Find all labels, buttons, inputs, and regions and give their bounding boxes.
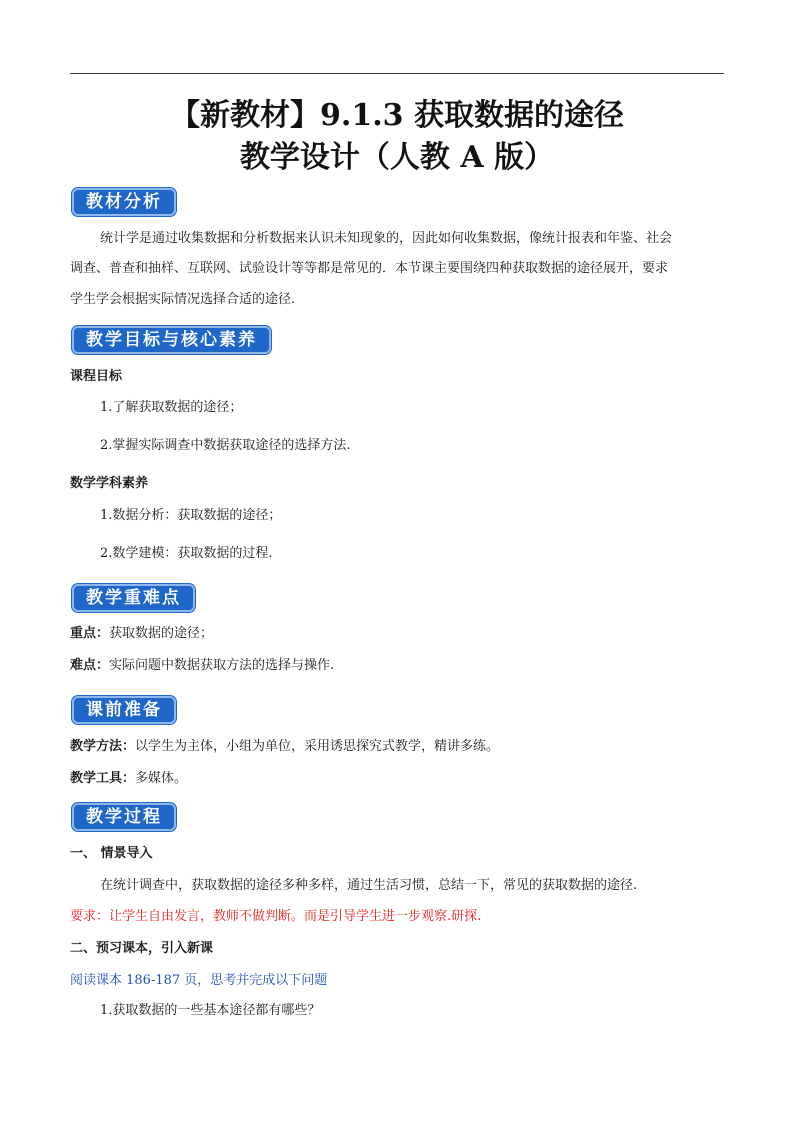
teaching-method-text: 以学生为主体，小组为单位，采用诱思探究式教学，精讲多练。 [135, 739, 500, 754]
analysis-line-2: 调查、普查和抽样、互联网、试验设计等等都是常见的．本节课主要围绕四种获取数据的途径展开，要求 [70, 261, 669, 276]
teaching-tool-label: 教学工具： [70, 771, 136, 786]
requirement-note: 要求：让学生自由发言，教师不做判断。而是引导学生进一步观察.研探. [70, 909, 482, 924]
document-title-line2: 教学设计（人教 A 版） [239, 140, 555, 175]
section-badge-prep: 课前准备 [72, 696, 176, 724]
document-title-line1: 【新教材】9.1.3 获取数据的途径 [170, 98, 624, 133]
step2-heading: 二、预习课本，引入新课 [70, 941, 214, 956]
teaching-tool [70, 769, 724, 789]
key-point [70, 624, 724, 644]
section-badge-goals: 教学目标与核心素养 [72, 326, 271, 354]
course-goal-item-2: 2.掌握实际调查中数据获取途径的选择方法. [100, 438, 351, 453]
teaching-method-label: 教学方法： [70, 739, 136, 754]
course-goals-heading: 课程目标 [70, 369, 123, 384]
teaching-method [70, 737, 724, 757]
literacy-heading: 数学学科素养 [70, 476, 149, 491]
teaching-tool-text: 多媒体。 [135, 771, 188, 786]
header-rule [70, 73, 724, 74]
question-1: 1.获取数据的一些基本途径都有哪些？ [100, 1003, 321, 1018]
literacy-item-1: 1.数据分析：获取数据的途径； [100, 508, 282, 523]
step1-heading: 一、 情景导入 [70, 846, 153, 861]
reading-instruction: 阅读课本 186-187 页，思考并完成以下问题 [70, 973, 328, 988]
section-badge-analysis: 教材分析 [72, 188, 176, 216]
difficult-point [70, 656, 724, 676]
course-goal-item-1: 1.了解获取数据的途径； [100, 400, 243, 415]
section-badge-process: 教学过程 [72, 803, 176, 831]
literacy-item-2: 2.数学建模：获取数据的过程. [100, 546, 273, 561]
difficult-point-text: 实际问题中数据获取方法的选择与操作. [109, 658, 335, 673]
difficult-point-label: 难点： [70, 658, 110, 673]
step1-text: 在统计调查中，获取数据的途径多种多样，通过生活习惯，总结一下，常见的获取数据的途径. [100, 878, 638, 893]
analysis-line-3: 学生学会根据实际情况选择合适的途径. [70, 292, 296, 307]
section-badge-keypoints: 教学重难点 [72, 584, 195, 612]
key-point-text: 获取数据的途径； [109, 626, 214, 641]
analysis-line-1: 统计学是通过收集数据和分析数据来认识未知现象的，因此如何收集数据，像统计报表和年鉴、社会 [100, 231, 673, 246]
key-point-label: 重点： [70, 626, 110, 641]
